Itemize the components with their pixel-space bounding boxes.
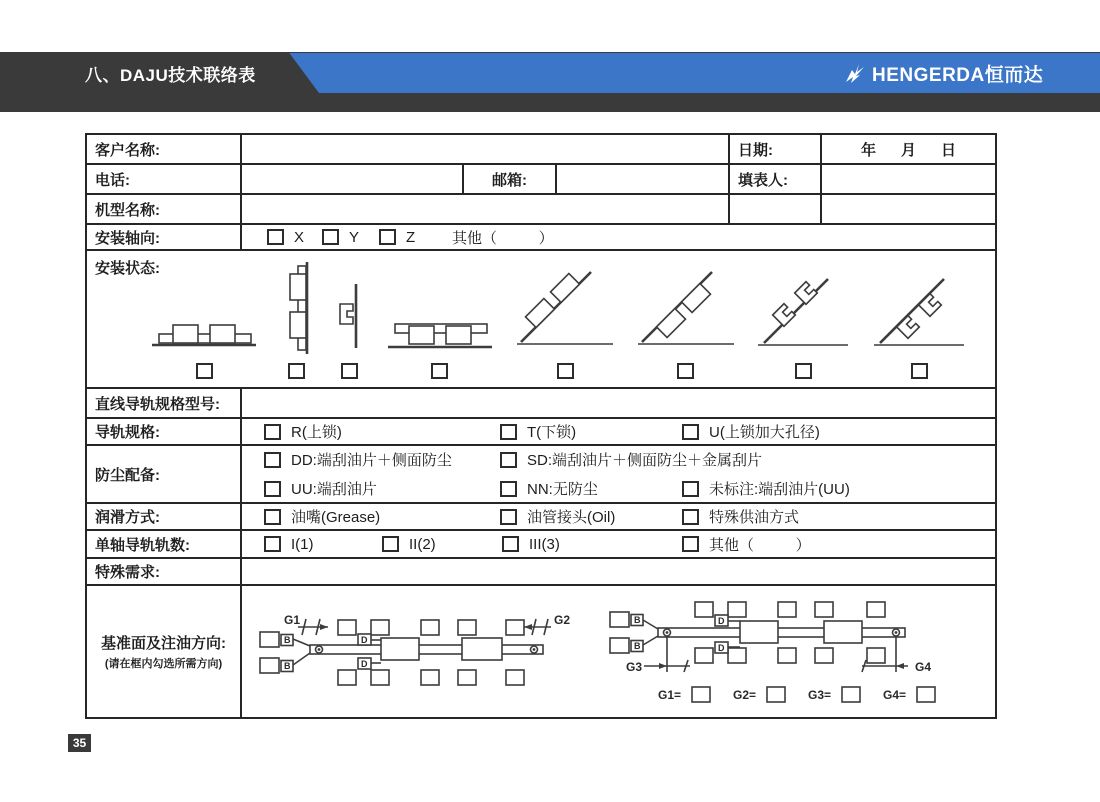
datum-diagram-right bbox=[600, 598, 950, 706]
email-label: 邮箱: bbox=[463, 164, 556, 194]
header-bar bbox=[0, 52, 1100, 112]
customer-name-label: 客户名称: bbox=[86, 134, 241, 164]
oil-direction-checkbox[interactable] bbox=[421, 670, 439, 685]
lube-option-oil bbox=[500, 506, 682, 527]
dust-dd-checkbox[interactable] bbox=[264, 452, 281, 468]
install-state-diagrams bbox=[149, 251, 967, 379]
carriage-block bbox=[462, 638, 502, 660]
datum-direction-label-cell bbox=[86, 585, 241, 718]
lube-grease-checkbox[interactable] bbox=[264, 509, 281, 525]
oil-direction-checkbox[interactable] bbox=[421, 620, 439, 635]
lubrication-label: 润滑方式: bbox=[86, 503, 241, 530]
oil-direction-checkbox[interactable] bbox=[338, 620, 356, 635]
phone-value[interactable] bbox=[241, 164, 463, 194]
special-needs-label: 特殊需求: bbox=[86, 558, 241, 585]
model-extra-cell-1 bbox=[729, 194, 821, 224]
oil-direction-checkbox[interactable] bbox=[778, 602, 796, 617]
brand-logo bbox=[843, 58, 1043, 88]
datum-direction-sublabel: (请在框内勾选所需方向) bbox=[104, 658, 223, 670]
datum-direction-label: 基准面及注油方向: bbox=[101, 635, 226, 652]
install-state-option-3 bbox=[334, 276, 364, 379]
install-state-option-1 bbox=[149, 284, 259, 379]
datum-b-bottom-checkbox[interactable] bbox=[610, 638, 629, 653]
g3-equals-checkbox[interactable] bbox=[842, 687, 860, 702]
oil-direction-checkbox[interactable] bbox=[815, 648, 833, 663]
oil-direction-checkbox[interactable] bbox=[458, 670, 476, 685]
dust-option-unmarked bbox=[682, 478, 850, 499]
brand-bird-icon bbox=[843, 61, 867, 85]
form-filler-value[interactable] bbox=[821, 164, 996, 194]
install-state-4-checkbox[interactable] bbox=[431, 363, 448, 379]
oil-direction-checkbox[interactable] bbox=[695, 602, 713, 617]
dust-unmarked-checkbox[interactable] bbox=[682, 481, 699, 497]
rails-1-checkbox[interactable] bbox=[264, 536, 281, 552]
mount-axis-label: 安装轴向: bbox=[86, 224, 241, 250]
rail-body bbox=[658, 628, 905, 637]
rail-spec-option-u bbox=[682, 421, 820, 442]
install-state-cell bbox=[86, 250, 996, 388]
date-label: 日期: bbox=[729, 134, 821, 164]
axis-x-label: X bbox=[294, 228, 305, 246]
install-state-label: 安装状态: bbox=[95, 260, 160, 277]
install-state-5-checkbox[interactable] bbox=[557, 363, 574, 379]
rail-spec-label: 导轨规格: bbox=[86, 418, 241, 445]
page-number-badge: 35 bbox=[68, 734, 91, 752]
form-filler-label: 填表人: bbox=[729, 164, 821, 194]
datum-b-label: B bbox=[284, 660, 291, 671]
axis-other-label: 其他（ ） bbox=[452, 229, 554, 247]
rail-spec-option-r bbox=[264, 421, 500, 442]
rails-2-label: II(2) bbox=[409, 535, 436, 553]
oil-direction-checkbox[interactable] bbox=[506, 620, 524, 635]
datum-direction-diagrams bbox=[241, 585, 996, 718]
axis-z-label: Z bbox=[406, 228, 416, 246]
g1-equals-label: G1= bbox=[658, 687, 682, 702]
dust-sd-label: SD:端刮油片＋侧面防尘＋金属刮片 bbox=[527, 452, 763, 469]
wall-mount-vertical-icon bbox=[280, 260, 314, 356]
axis-y-label: Y bbox=[349, 228, 360, 246]
datum-diagram-left bbox=[248, 610, 588, 694]
dust-option-sd bbox=[500, 449, 762, 470]
oil-direction-checkbox[interactable] bbox=[506, 670, 524, 685]
rails-3-checkbox[interactable] bbox=[502, 536, 519, 552]
rail-spec-model-label: 直线导轨规格型号: bbox=[86, 388, 241, 418]
dust-protection-label: 防尘配备: bbox=[86, 445, 241, 503]
ceiling-mount-icon bbox=[385, 284, 495, 356]
lube-special-checkbox[interactable] bbox=[682, 509, 699, 525]
dust-nn-checkbox[interactable] bbox=[500, 481, 517, 497]
rail-spec-r-label: R(上锁) bbox=[291, 424, 342, 441]
g2-equals-checkbox[interactable] bbox=[767, 687, 785, 702]
rails-option-2 bbox=[382, 536, 502, 553]
install-state-8-checkbox[interactable] bbox=[911, 363, 928, 379]
lubrication-options bbox=[241, 503, 996, 530]
dust-unmarked-label: 未标注:端刮油片(UU) bbox=[709, 481, 850, 498]
rail-spec-t-label: T(下锁) bbox=[527, 424, 577, 441]
rails-count-options bbox=[241, 530, 996, 558]
oil-direction-checkbox[interactable] bbox=[728, 602, 746, 617]
rail-spec-model-value[interactable] bbox=[241, 388, 996, 418]
special-needs-value[interactable] bbox=[241, 558, 996, 585]
oil-direction-checkbox[interactable] bbox=[815, 602, 833, 617]
dust-uu-checkbox[interactable] bbox=[264, 481, 281, 497]
install-state-7-checkbox[interactable] bbox=[795, 363, 812, 379]
incline-carriage-bottom-icon bbox=[872, 271, 967, 356]
install-state-option-5 bbox=[515, 266, 615, 379]
oil-direction-checkbox[interactable] bbox=[867, 648, 885, 663]
floor-mount-icon bbox=[149, 284, 259, 356]
g4-equals-label: G4= bbox=[883, 687, 907, 702]
dust-option-dd bbox=[264, 449, 500, 470]
carriage-block bbox=[740, 621, 778, 643]
rails-option-3 bbox=[502, 536, 682, 553]
rail-spec-u-checkbox[interactable] bbox=[682, 424, 699, 440]
rails-1-label: I(1) bbox=[291, 535, 314, 553]
datum-d-label: D bbox=[718, 642, 725, 653]
rail-spec-u-label: U(上锁加大孔径) bbox=[709, 424, 820, 441]
lube-option-special bbox=[682, 506, 799, 527]
dust-option-nn bbox=[500, 478, 682, 499]
customer-name-value[interactable] bbox=[241, 134, 729, 164]
axis-z-checkbox[interactable] bbox=[379, 229, 396, 245]
rails-3-label: III(3) bbox=[529, 535, 560, 553]
install-state-option-8 bbox=[872, 271, 967, 379]
rails-2-checkbox[interactable] bbox=[382, 536, 399, 552]
dust-sd-checkbox[interactable] bbox=[500, 452, 517, 468]
phone-label: 电话: bbox=[86, 164, 241, 194]
datum-b-top-checkbox[interactable] bbox=[260, 632, 279, 647]
rail-spec-r-checkbox[interactable] bbox=[264, 424, 281, 440]
datum-d-label: D bbox=[361, 658, 368, 669]
rails-other-label: 其他（ ） bbox=[709, 536, 811, 554]
rail-spec-t-checkbox[interactable] bbox=[500, 424, 517, 440]
lube-grease-label: 油嘴(Grease) bbox=[291, 509, 381, 526]
g1-dim-label: G1 bbox=[284, 612, 301, 627]
dust-nn-label: NN:无防尘 bbox=[527, 481, 598, 498]
oil-direction-checkbox[interactable] bbox=[778, 648, 796, 663]
mount-axis-options bbox=[241, 224, 996, 250]
oil-direction-checkbox[interactable] bbox=[695, 648, 713, 663]
dust-protection-options bbox=[241, 445, 996, 503]
install-state-option-2 bbox=[280, 260, 314, 379]
install-state-6-checkbox[interactable] bbox=[677, 363, 694, 379]
lube-oil-label: 油管接头(Oil) bbox=[527, 509, 616, 526]
datum-d-label: D bbox=[361, 634, 368, 645]
datum-b-top-checkbox[interactable] bbox=[610, 612, 629, 627]
model-name-label: 机型名称: bbox=[86, 194, 241, 224]
dust-dd-label: DD:端刮油片＋侧面防尘 bbox=[291, 452, 452, 469]
model-name-value[interactable] bbox=[241, 194, 729, 224]
rails-option-1 bbox=[264, 536, 382, 553]
carriage-block bbox=[381, 638, 419, 660]
model-extra-cell-2 bbox=[821, 194, 996, 224]
g3-dim-label: G3 bbox=[626, 659, 643, 674]
rails-count-label: 单轴导轨轨数: bbox=[86, 530, 241, 558]
install-state-option-4 bbox=[385, 284, 495, 379]
axis-y-checkbox[interactable] bbox=[322, 229, 339, 245]
dust-uu-label: UU:端刮油片 bbox=[291, 481, 377, 498]
oil-direction-checkbox[interactable] bbox=[458, 620, 476, 635]
oil-direction-checkbox[interactable] bbox=[371, 670, 389, 685]
install-state-option-6 bbox=[636, 266, 736, 379]
incline-carriage-top-icon bbox=[756, 271, 851, 356]
datum-b-label: B bbox=[634, 614, 641, 625]
install-state-1-checkbox[interactable] bbox=[196, 363, 213, 379]
datum-b-label: B bbox=[284, 634, 291, 645]
axis-x-checkbox[interactable] bbox=[267, 229, 284, 245]
rail-spec-option-t bbox=[500, 421, 682, 442]
incline-rail-top-icon bbox=[515, 266, 615, 356]
g4-equals-checkbox[interactable] bbox=[917, 687, 935, 702]
lube-option-grease bbox=[264, 506, 500, 527]
brand-name: HENGERDA恒而达 bbox=[872, 64, 1044, 86]
rails-option-other bbox=[682, 534, 811, 555]
g1-equals-checkbox[interactable] bbox=[692, 687, 710, 702]
axis-option-y bbox=[322, 229, 379, 246]
section-title: 八、DAJU技术联络表 bbox=[85, 66, 256, 85]
technical-contact-form bbox=[85, 133, 997, 719]
dust-option-uu bbox=[264, 478, 500, 499]
axis-option-z bbox=[379, 229, 452, 246]
rails-other-checkbox[interactable] bbox=[682, 536, 699, 552]
g3-equals-label: G3= bbox=[808, 687, 832, 702]
rail-body bbox=[310, 645, 543, 654]
side-mount-icon bbox=[334, 276, 364, 356]
install-state-option-7 bbox=[756, 271, 851, 379]
date-value[interactable]: 年 月 日 bbox=[821, 134, 996, 164]
lube-oil-checkbox[interactable] bbox=[500, 509, 517, 525]
install-state-3-checkbox[interactable] bbox=[341, 363, 358, 379]
oil-direction-checkbox[interactable] bbox=[371, 620, 389, 635]
email-value[interactable] bbox=[556, 164, 729, 194]
g2-equals-label: G2= bbox=[733, 687, 757, 702]
incline-rail-bottom-icon bbox=[636, 266, 736, 356]
datum-b-label: B bbox=[634, 640, 641, 651]
rail-spec-options bbox=[241, 418, 996, 445]
oil-direction-checkbox[interactable] bbox=[728, 648, 746, 663]
axis-option-x bbox=[267, 229, 322, 246]
g4-dim-label: G4 bbox=[915, 659, 932, 674]
install-state-2-checkbox[interactable] bbox=[288, 363, 305, 379]
oil-direction-checkbox[interactable] bbox=[338, 670, 356, 685]
g2-dim-label: G2 bbox=[554, 612, 571, 627]
datum-d-label: D bbox=[718, 615, 725, 626]
carriage-block bbox=[824, 621, 862, 643]
datum-b-bottom-checkbox[interactable] bbox=[260, 658, 279, 673]
oil-direction-checkbox[interactable] bbox=[867, 602, 885, 617]
lube-special-label: 特殊供油方式 bbox=[709, 509, 800, 526]
